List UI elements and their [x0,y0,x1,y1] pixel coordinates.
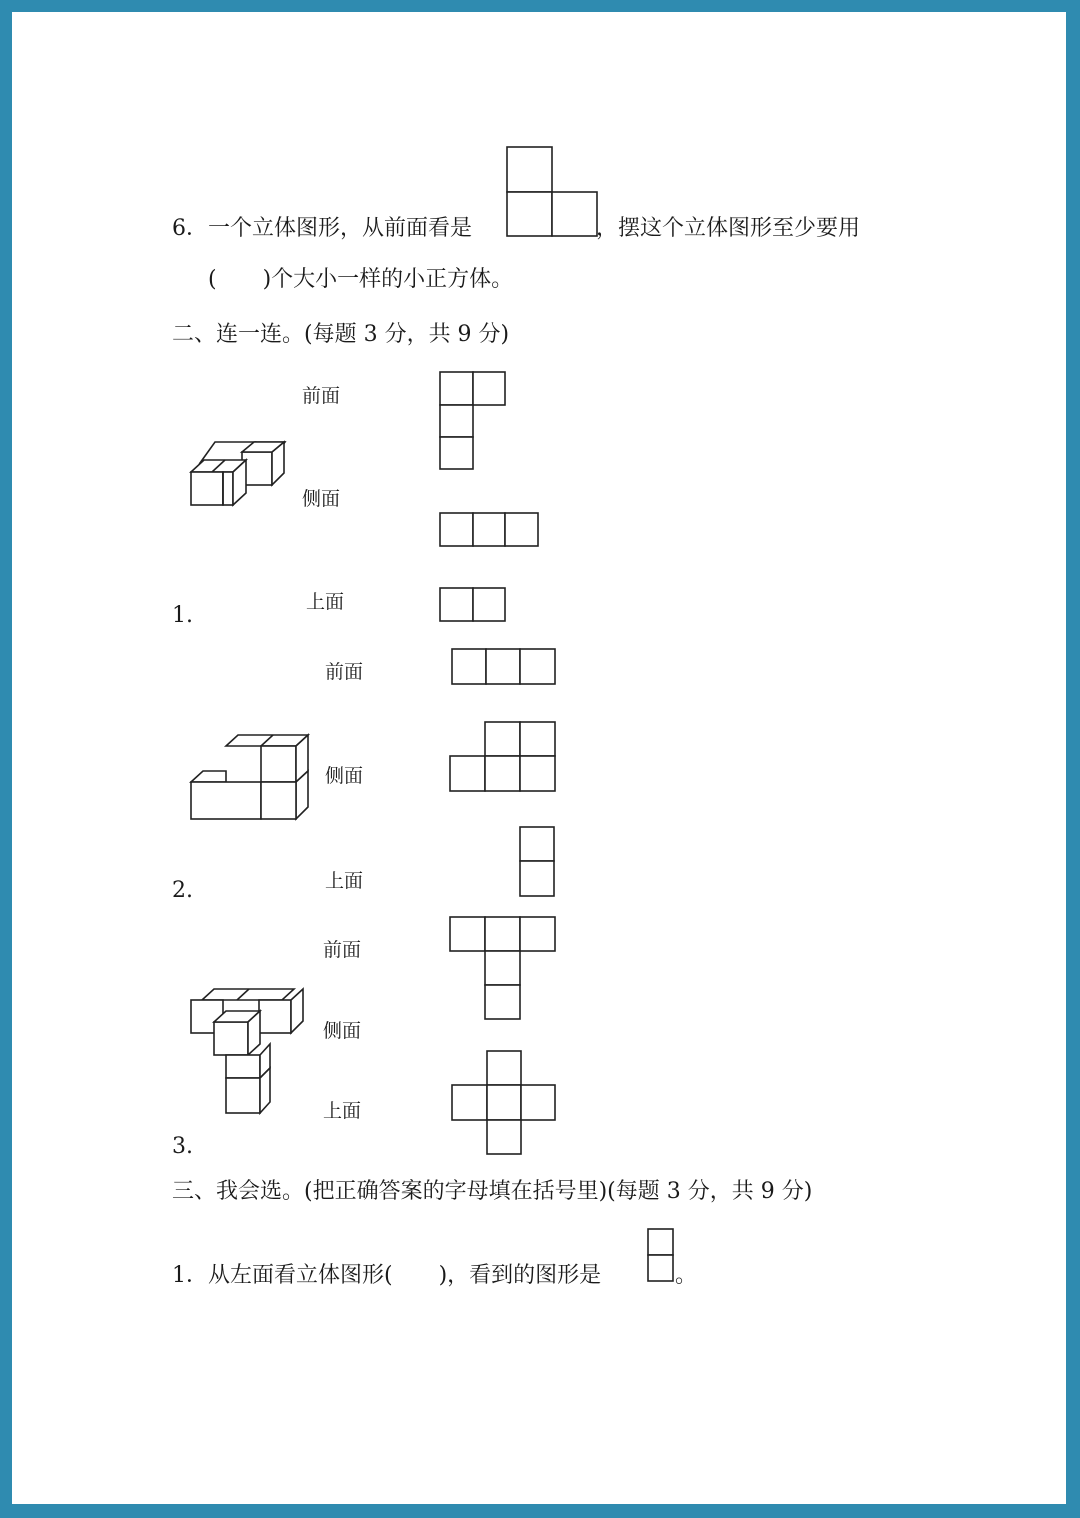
q6-line2-text: )个大小一样的小正方体。 [262,267,514,292]
item3-solid-figure [190,988,310,1118]
section3-q1-suffix: 。 [675,1263,698,1288]
item1-label-front: 前面 [302,385,341,407]
item2-label-front: 前面 [325,661,364,683]
item1-view-b[interactable] [440,513,540,549]
q6-suffix: ，摆这个立体图形至少要用 [596,216,861,241]
q6-prefix: 6．一个立体图形，从前面看是 [172,216,472,241]
section3-q1-middle: )，看到的图形是 [438,1263,602,1288]
item3-view-a[interactable] [450,917,558,1023]
item1-view-a[interactable] [440,372,508,472]
item1-solid-figure [190,440,290,510]
section2-title: 二、连一连。(每题 3 分，共 9 分) [172,322,510,347]
item2-view-a[interactable] [452,649,558,687]
section3-q1 [172,1263,601,1289]
q6-front-view-figure [507,147,599,239]
item3-view-b[interactable] [452,1051,558,1157]
item3-label-top: 上面 [323,1100,362,1122]
item1-label-side: 侧面 [302,488,341,510]
q6-text [172,216,472,242]
item2-solid-figure [190,734,315,824]
item2-view-b[interactable] [450,722,558,794]
item1-label-top: 上面 [306,591,345,613]
q6-open-paren: ( [208,267,217,292]
section3-q1-prefix: 1．从左面看立体图形( [172,1263,393,1288]
item3-number: 3. [172,1134,193,1159]
section3-q1-view-figure [648,1229,676,1285]
item3-label-side: 侧面 [323,1020,362,1042]
item2-label-side: 侧面 [325,765,364,787]
item2-number: 2. [172,878,193,903]
item3-label-front: 前面 [323,939,362,961]
section3-title: 三、我会选。(把正确答案的字母填在括号里)(每题 3 分，共 9 分) [172,1179,813,1204]
item1-view-c[interactable] [440,588,508,624]
item1-number: 1. [172,603,193,628]
item2-label-top: 上面 [325,870,364,892]
item2-view-c[interactable] [520,827,558,899]
q6-line2 [208,267,513,293]
